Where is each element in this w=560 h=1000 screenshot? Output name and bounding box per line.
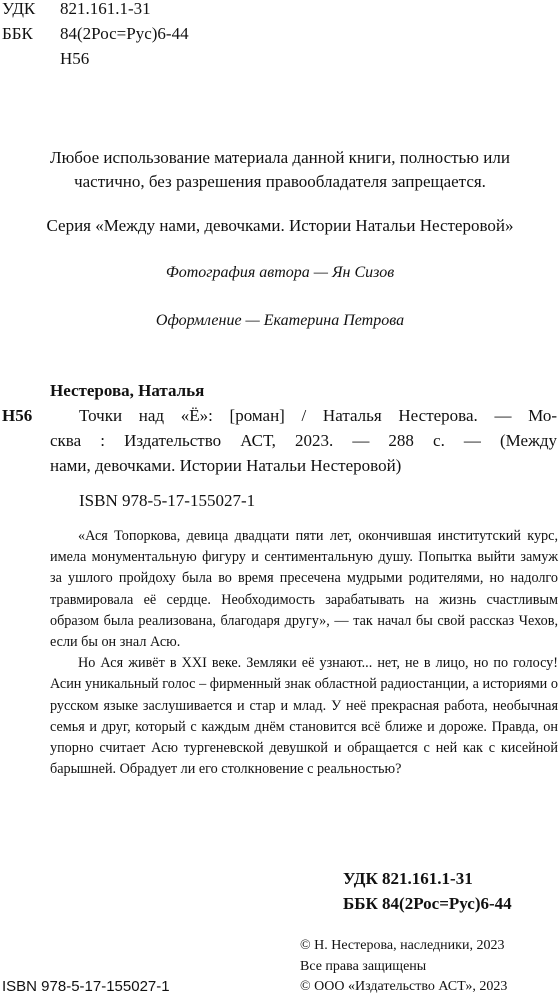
bbk-label: ББК xyxy=(2,24,33,43)
catalog-isbn: ISBN 978-5-17-155027-1 xyxy=(79,491,256,510)
catalog-author: Нестерова, Наталья xyxy=(50,381,205,400)
bottom-udk: УДК 821.161.1-31 xyxy=(343,869,473,888)
annotation xyxy=(50,526,558,780)
author-mark: Н56 xyxy=(60,49,90,68)
footer-rights: Все права защищены xyxy=(300,959,427,974)
catalog-mark: Н56 xyxy=(2,406,33,425)
footer-isbn: ISBN 978-5-17-155027-1 xyxy=(2,978,170,995)
copyright-notice-line2: частично, без разрешения правообладателя запрещается. xyxy=(74,172,486,191)
annotation-paragraph-2: Но Ася живёт в XXI веке. Земляки её узнают... нет, не в лицо, но по голосу! Асин уникальный голос – фирменный знак областной радиостанции, а историями о русском языке заслушивается и стар и млад. У неё прекрасная работа, необычная семья и друг, который с каждым днём становится всё ближе и дороже. Правда, он упорно считает Асю тургеневской девушкой и обращается с ней как с кисейной барышней. Обрадует ли его столкновение с реальностью? xyxy=(50,655,558,778)
annotation-paragraph-1: «Ася Топоркова, девица двадцати пяти лет, окончившая институтский курс, имела монументальную фигуру и сентиментальную душу. Попытка выйти замуж за ушлого пройдоху была во время пресечена мудрыми родителями, но надолго травмировала её сердце. Необходимость зарабатывать на жизнь счастливым образом была реализована, благодаря другу», — так начал бы свой рассказ Чехов, если бы он знал Асю. xyxy=(50,528,558,651)
bbk-value: 84(2Рос=Рус)6-44 xyxy=(60,24,189,43)
catalog-description-line3: нами, девочками. Истории Натальи Нестеровой) xyxy=(50,456,402,475)
footer-copyright-publisher: © ООО «Издательство АСТ», 2023 xyxy=(300,979,508,994)
series-line: Серия «Между нами, девочками. Истории Натальи Нестеровой» xyxy=(46,216,514,235)
udk-label: УДК xyxy=(2,0,36,18)
bottom-bbk: ББК 84(2Рос=Рус)6-44 xyxy=(343,894,512,913)
copyright-notice-line1: Любое использование материала данной книги, полностью или xyxy=(50,148,510,167)
udk-value: 821.161.1-31 xyxy=(60,0,151,18)
footer-copyright-author: © Н. Нестерова, наследники, 2023 xyxy=(300,938,505,953)
catalog-description-line1: Точки над «Ё»: [роман] / Наталья Нестерова. — Мо- xyxy=(79,406,557,425)
photo-credit: Фотография автора — Ян Сизов xyxy=(165,264,395,281)
design-credit: Оформление — Екатерина Петрова xyxy=(155,312,405,329)
catalog-description-line2: сква : Издательство АСТ, 2023. — 288 с. — (Между xyxy=(50,431,557,450)
